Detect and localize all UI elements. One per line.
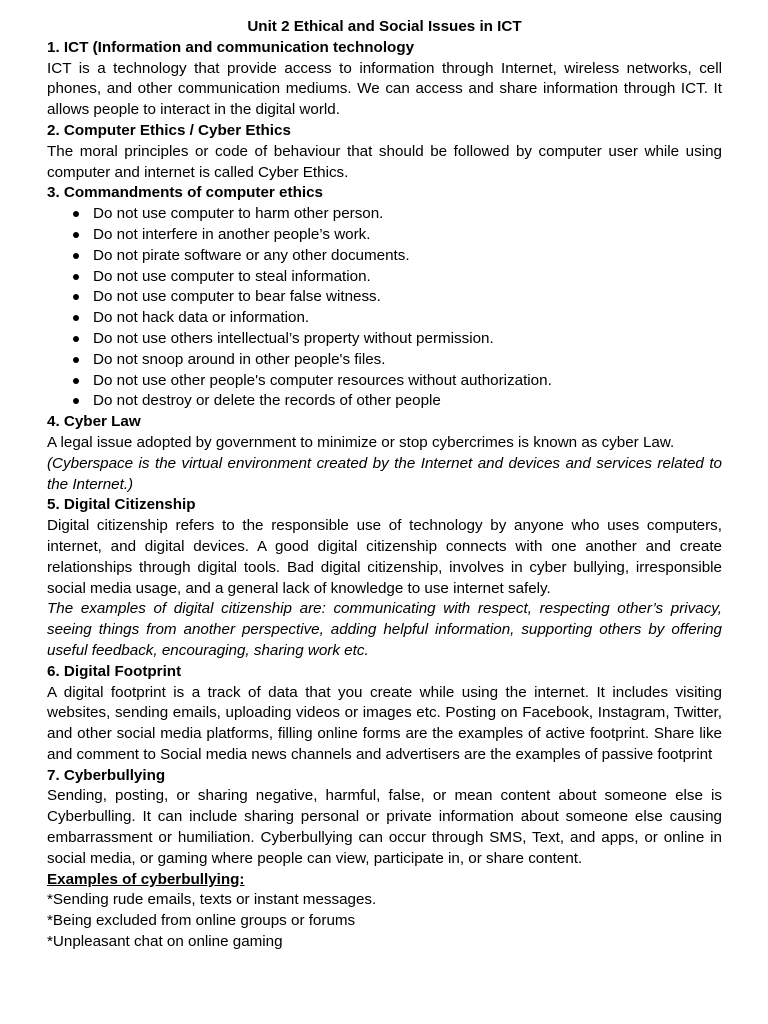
list-item bbox=[73, 246, 722, 267]
section-text-cyberbullying: Sending, posting, or sharing negative, harmful, false, or mean content about someone else is Cyberbulling. It can include sharing personal or private information about someone else causing embarrassment or humiliation. Cyberbullying can occur through SMS, Text, and apps, or online in social media, or gaming where people can view, participate in, or share content. bbox=[47, 787, 722, 867]
example-line: *Unpleasant chat on online gaming bbox=[47, 933, 283, 951]
list-item bbox=[73, 308, 722, 329]
list-item-text: Do not use computer to bear false witness. bbox=[93, 288, 381, 306]
list-item-text: Do not snoop around in other people's files. bbox=[93, 350, 386, 368]
bullet-icon bbox=[73, 253, 79, 259]
section-heading-cyberbullying: 7. Cyberbullying bbox=[47, 766, 166, 784]
list-item bbox=[73, 225, 722, 246]
section-text-footprint: A digital footprint is a track of data that you create while using the internet. It includes visiting websites, sending emails, uploading videos or images etc. Posting on Facebook, Instagram, Twitter, and other social media platforms, filling online forms are the examples of active footprint. Share like and comment to Social media news channels and advertisers are the examples of passive footprint bbox=[47, 683, 722, 763]
list-item-text: Do not interfere in another people’s work. bbox=[93, 225, 371, 243]
bullet-icon bbox=[73, 336, 79, 342]
bullet-icon bbox=[73, 398, 79, 404]
list-item-text: Do not pirate software or any other documents. bbox=[93, 246, 410, 264]
list-item bbox=[73, 350, 722, 371]
section-heading-ict: 1. ICT (Information and communication technology bbox=[47, 38, 415, 56]
list-item bbox=[73, 287, 722, 308]
list-item-text: Do not hack data or information. bbox=[93, 309, 310, 327]
bullet-icon bbox=[73, 357, 79, 363]
example-line: *Being excluded from online groups or forums bbox=[47, 912, 356, 930]
document-title: Unit 2 Ethical and Social Issues in ICT bbox=[247, 18, 522, 35]
list-item bbox=[73, 204, 722, 225]
list-item-text: Do not use others intellectual’s property without permission. bbox=[93, 329, 494, 347]
section-heading-cyberlaw: 4. Cyber Law bbox=[47, 413, 141, 431]
commandments-list bbox=[47, 204, 722, 412]
list-item bbox=[73, 267, 722, 288]
section-text-ethics: The moral principles or code of behaviour that should be followed by computer user while using computer and internet is called Cyber Ethics. bbox=[47, 142, 722, 181]
section-text-cyberlaw: A legal issue adopted by government to minimize or stop cybercrimes is known as cyber Law. bbox=[47, 433, 675, 451]
bullet-icon bbox=[73, 232, 79, 238]
section-text-citizenship: Digital citizenship refers to the responsible use of technology by anyone who uses computers, internet, and digital devices. A good digital citizenship connects with one another and create relationships through digital tools. Bad digital citizenship, involves in cyber bullying, irresponsible social media usage, and a general lack of knowledge to use internet safely. bbox=[47, 517, 722, 597]
section-heading-commandments: 3. Commandments of computer ethics bbox=[47, 184, 323, 202]
list-item-text: Do not use computer to harm other person. bbox=[93, 205, 384, 223]
section-heading-footprint: 6. Digital Footprint bbox=[47, 662, 182, 680]
section-heading-citizenship: 5. Digital Citizenship bbox=[47, 496, 196, 514]
list-item-text: Do not use other people's computer resources without authorization. bbox=[93, 371, 552, 389]
list-item-text: Do not use computer to steal information. bbox=[93, 267, 371, 285]
list-item bbox=[73, 329, 722, 350]
examples-heading-cyberbullying: Examples of cyberbullying: bbox=[47, 870, 245, 888]
section-examples-citizenship: The examples of digital citizenship are: communicating with respect, respecting other’s privacy, seeing things from another perspective, adding helpful information, supporting others by offering useful feedback, encouraging, sharing work etc. bbox=[47, 600, 722, 659]
bullet-icon bbox=[73, 211, 79, 217]
bullet-icon bbox=[73, 294, 79, 300]
list-item-text: Do not destroy or delete the records of other people bbox=[93, 392, 441, 410]
list-item bbox=[73, 371, 722, 392]
section-heading-ethics: 2. Computer Ethics / Cyber Ethics bbox=[47, 121, 291, 139]
section-note-cyberspace: (Cyberspace is the virtual environment created by the Internet and devices and services related to the Internet.) bbox=[47, 454, 722, 493]
bullet-icon bbox=[73, 315, 79, 321]
bullet-icon bbox=[73, 274, 79, 280]
bullet-icon bbox=[73, 378, 79, 384]
list-item bbox=[73, 391, 722, 412]
section-text-ict: ICT is a technology that provide access to information through Internet, wireless networks, cell phones, and other communication mediums. We can access and share information through ICT. It allows people to interact in the digital world. bbox=[47, 59, 722, 119]
example-line: *Sending rude emails, texts or instant messages. bbox=[47, 891, 377, 909]
